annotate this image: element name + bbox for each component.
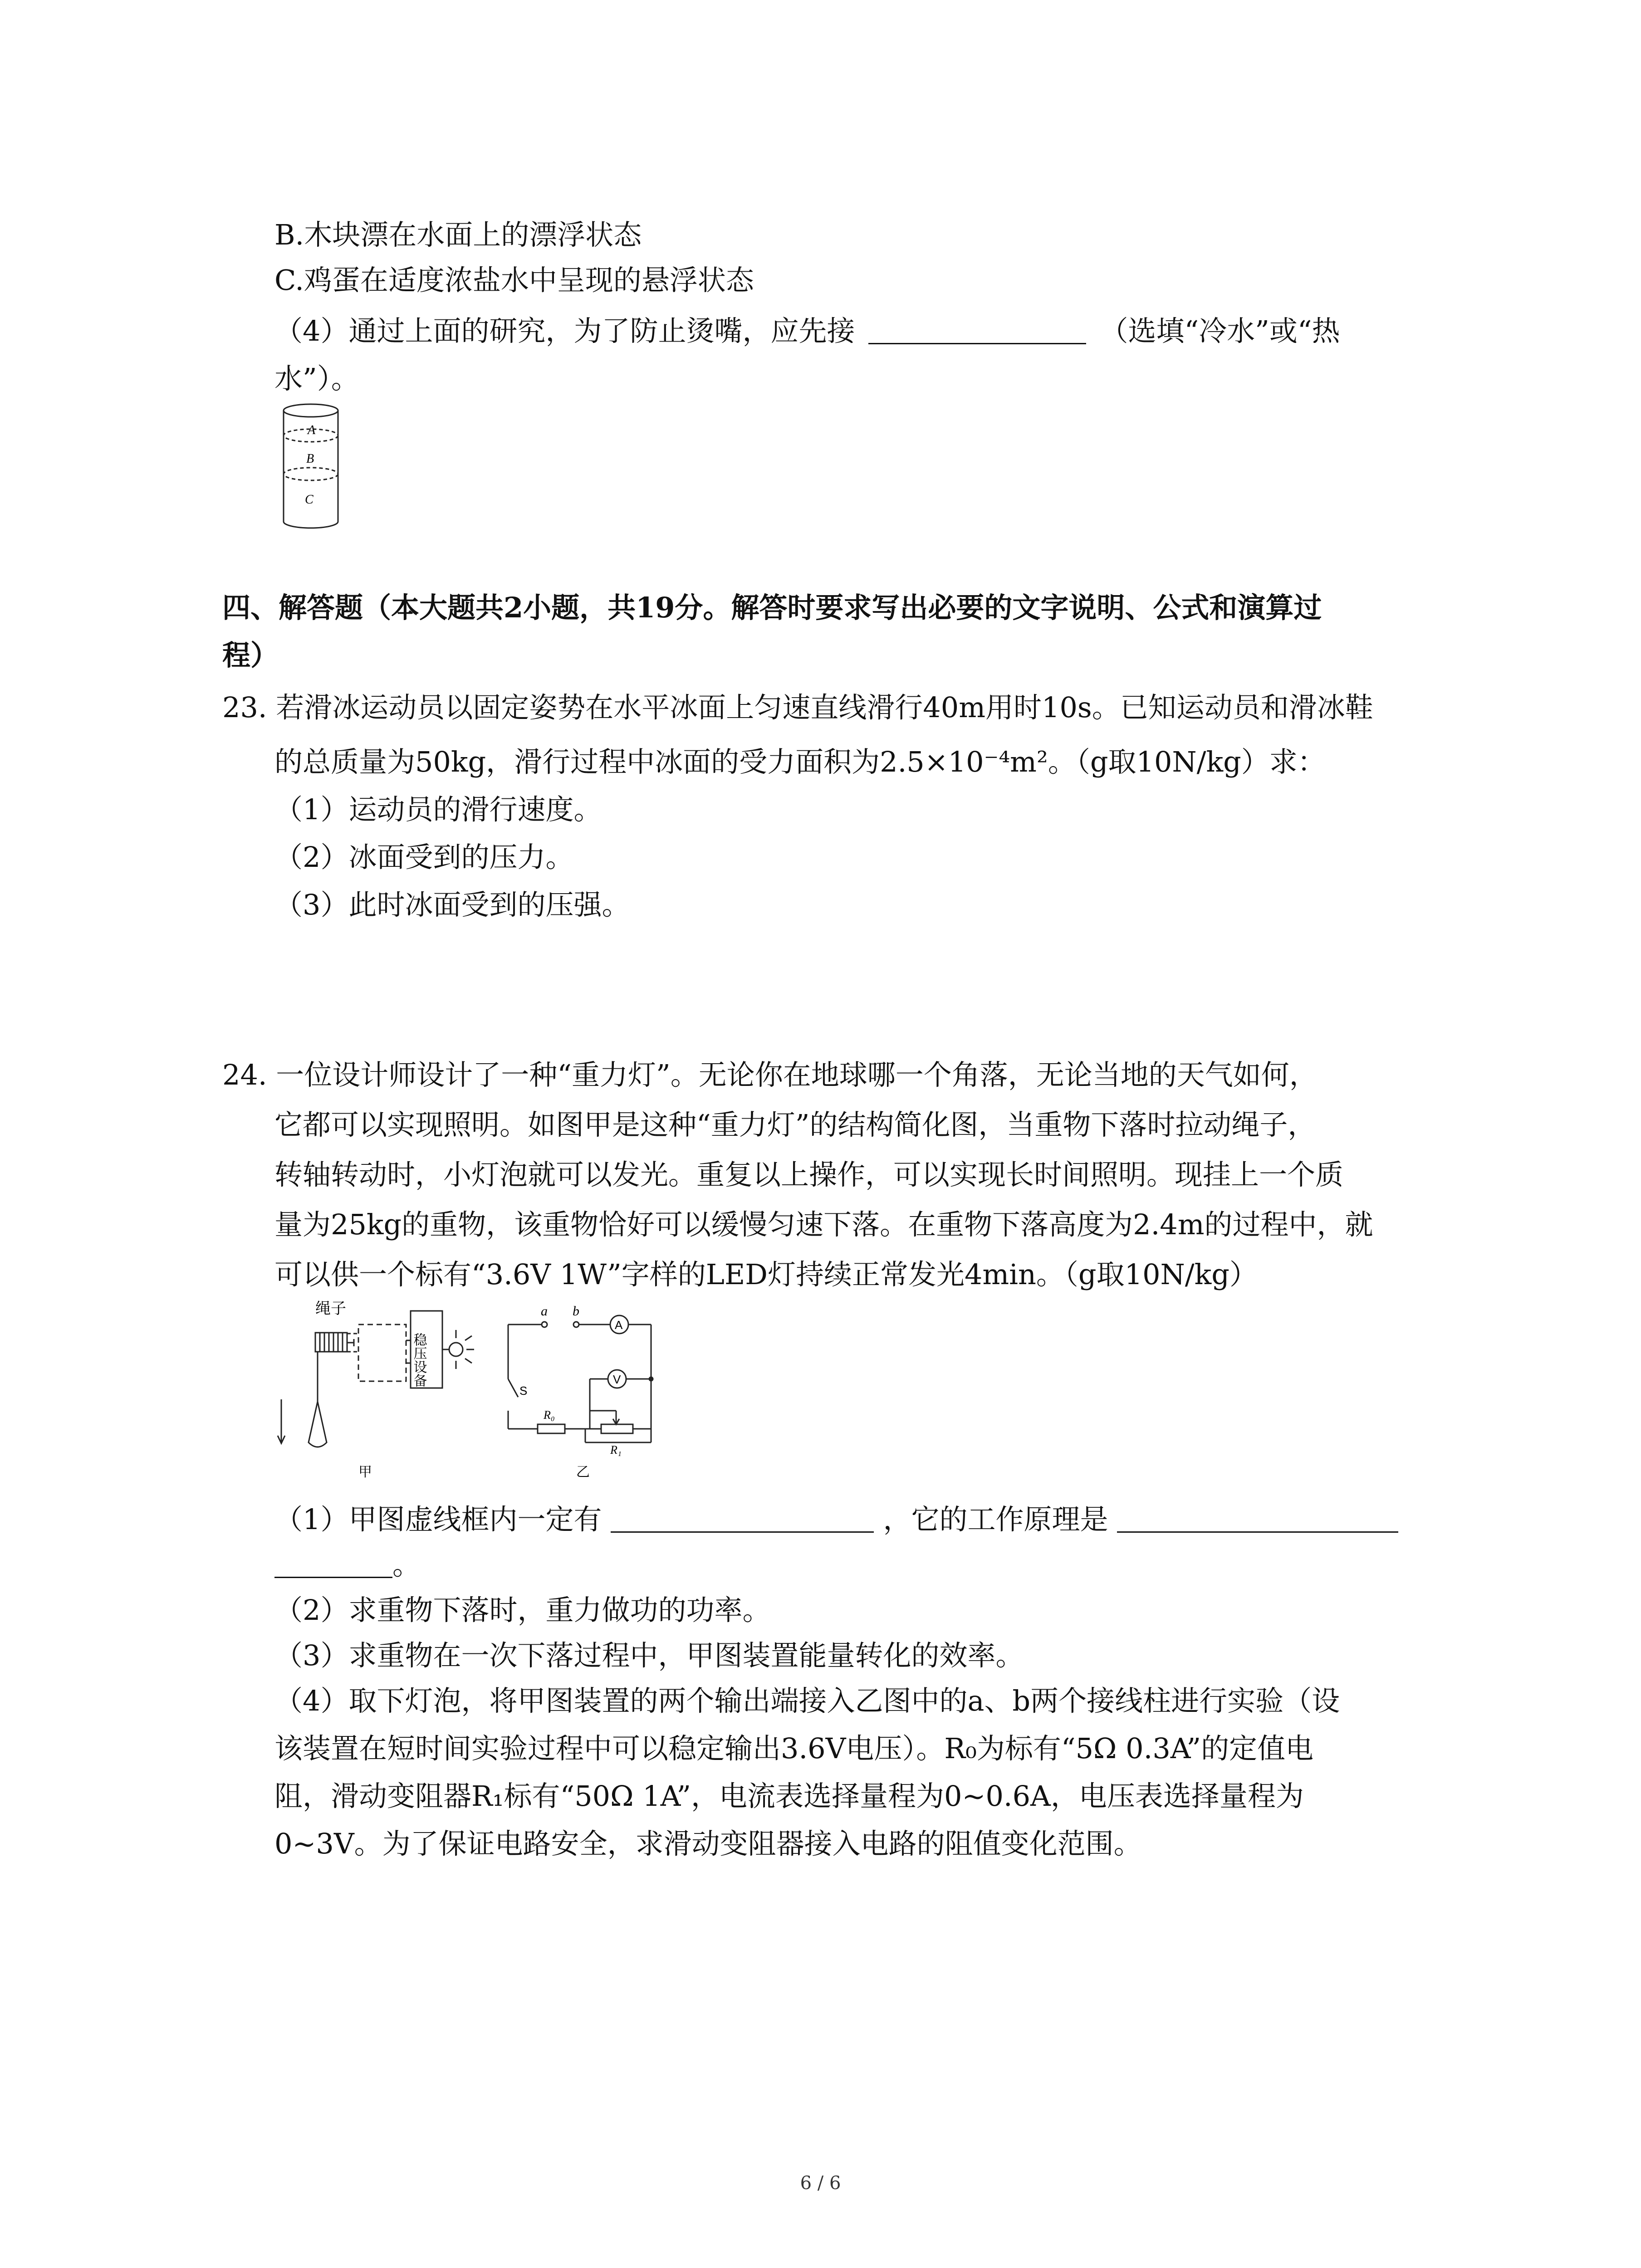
q22-part4-line2: 水”）。 [274, 362, 359, 395]
q22-part4-text: （4）通过上面的研究，为了防止烫嘴，应先接 [274, 314, 855, 347]
option-c: C.鸡蛋在适度浓盐水中呈现的悬浮状态 [274, 264, 754, 297]
section-heading-line1: 四、解答题（本大题共2小题，共19分。解答时要求写出必要的文字说明、公式和演算过 [222, 591, 1322, 624]
option-b: B.木块漂在水面上的漂浮状态 [274, 218, 642, 251]
q24-part4-line3: 阻，滑动变阻器R₁标有“50Ω 1A”，电流表选择量程为0~0.6A，电压表选择量程为 [274, 1779, 1304, 1813]
cylinder-label-b: B [306, 452, 314, 466]
q24-line5: 可以供一个标有“3.6V 1W”字样的LED灯持续正常发光4min。（g取10N/kg） [274, 1258, 1258, 1291]
q24-part1-line2 [274, 1547, 421, 1583]
q22-part4-line1 [274, 313, 1340, 349]
q24-part2: （2）求重物下落时，重力做功的功率。 [274, 1593, 771, 1627]
switch-label: S [519, 1384, 528, 1398]
q23-part2: （2）冰面受到的压力。 [274, 841, 574, 874]
figure-yi-caption: 乙 [576, 1465, 590, 1480]
q24-line2: 它都可以实现照明。如图甲是这种“重力灯”的结构简化图，当重物下落时拉动绳子， [274, 1108, 1316, 1141]
q24-part4-line2: 该装置在短时间实验过程中可以稳定输出3.6V电压）。R₀为标有“5Ω 0.3A”的定值电 [274, 1732, 1314, 1765]
cylinder-label-a: A [308, 423, 316, 437]
q24-part4-line1: （4）取下灯泡，将甲图装置的两个输出端接入乙图中的a、b两个接线柱进行实验（设 [274, 1684, 1340, 1717]
q22-part4-hint: （选填“冷水”或“热 [1100, 314, 1340, 347]
page-number: 6 / 6 [800, 2173, 841, 2194]
voltmeter-icon: V [613, 1373, 621, 1386]
q24-line1: 24. 一位设计师设计了一种“重力灯”。无论你在地球哪一个角落，无论当地的天气如何， [222, 1058, 1318, 1091]
cylinder-figure [277, 401, 345, 533]
r0-label: R₀ [544, 1408, 555, 1422]
q24-part1-end: 。 [392, 1548, 421, 1581]
device-label: 稳压设备 [411, 1333, 426, 1387]
q24-part3: （3）求重物在一次下落过程中，甲图装置能量转化的效率。 [274, 1639, 1024, 1672]
answer-blank[interactable] [868, 315, 1086, 344]
r1-label: R₁ [610, 1443, 622, 1457]
q24-part4-line4: 0~3V。为了保证电路安全，求滑动变阻器接入电路的阻值变化范围。 [274, 1827, 1142, 1860]
section-heading-line2: 程） [222, 639, 279, 672]
q23-line1: 23. 若滑冰运动员以固定姿势在水平冰面上匀速直线滑行40m用时10s。已知运动员和滑冰鞋 [222, 691, 1373, 724]
q24-line3: 转轴转动时，小灯泡就可以发光。重复以上操作，可以实现长时间照明。现挂上一个质 [274, 1158, 1344, 1191]
terminal-a-label: a [541, 1304, 548, 1319]
terminal-b-label: b [573, 1304, 579, 1319]
answer-blank[interactable] [1117, 1503, 1398, 1533]
answer-blank[interactable] [611, 1503, 874, 1533]
rope-label: 绳子 [315, 1300, 346, 1317]
ammeter-icon: A [615, 1318, 623, 1332]
answer-blank[interactable] [274, 1549, 392, 1578]
cylinder-label-c: C [305, 493, 314, 507]
figure-yi [499, 1297, 671, 1483]
q24-part1-line1 [274, 1501, 1398, 1538]
figure-jia-caption: 甲 [358, 1465, 372, 1480]
q23-line2: 的总质量为50kg，滑行过程中冰面的受力面积为2.5×10⁻⁴m²。（g取10N/kg）求： [274, 745, 1326, 778]
q23-part1: （1）运动员的滑行速度。 [274, 793, 602, 826]
q24-part1-text: （1）甲图虚线框内一定有 [274, 1503, 602, 1536]
q23-part3: （3）此时冰面受到的压强。 [274, 888, 630, 921]
figure-jia [272, 1297, 499, 1483]
q24-line4: 量为25kg的重物，该重物恰好可以缓慢匀速下落。在重物下落高度为2.4m的过程中，就 [274, 1208, 1373, 1241]
q24-part1-text2: ，它的工作原理是 [883, 1503, 1108, 1536]
